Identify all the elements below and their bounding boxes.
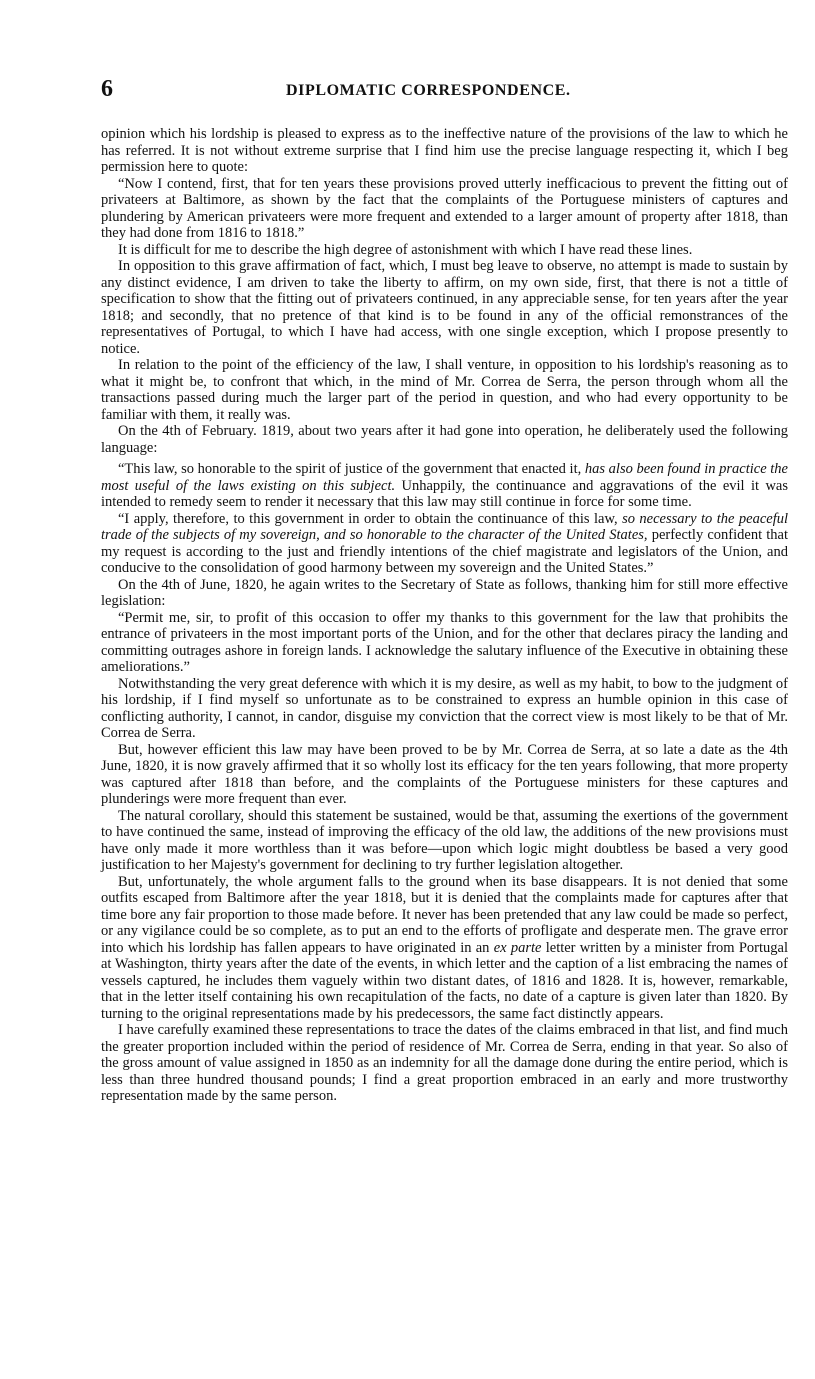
latin-term: ex parte (493, 939, 542, 956)
paragraph: Notwithstanding the very great deference with which it is my desire, as well as my habit, to bow to the judgment of his lordship, if I find myself so unfortunate as to be constrained to express an humble opinion in this case of conflicting authority, I cannot, in candor, disguise my conviction that the correct view is most likely to be that of Mr. Correa de Serra. (101, 675, 788, 741)
block-quote: “Permit me, sir, to profit of this occasion to offer my thanks to this government for the law that prohibits the entrance of privateers in the most important ports of the Union, and for the other that declares piracy the landing and committing outrages ashore in foreign lands. I acknowledge the salutary influence of the Executive in obtaining these ameliorations.” (101, 609, 788, 675)
paragraph: In relation to the point of the efficiency of the law, I shall venture, in opposition to his lordship's reasoning as to what it might be, to confront that which, in the mind of Mr. Correa de Serra, the person through whom all the transactions passed during much the larger part of the period in question, and who had every opportunity to be familiar with them, it really was. (101, 357, 788, 423)
block-quote: “Now I contend, first, that for ten years these provisions proved utterly inefficacious to prevent the fitting out of privateers at Baltimore, as shown by the fact that the complaints of the Portuguese ministers of captures and plundering by American privateers were more frequent and extended to a larger amount of property after 1818, than they had done from 1816 to 1818.” (101, 175, 788, 241)
quote-text: perfectly confident that my request is according to the just and friendly intentions of the chief magistrate and legislators of the Union, and conducive to the consolidation of good harmony between my sovereign and the United States.” (101, 527, 788, 576)
quote-text: Unhappily, the continuance and aggravations of the evil it was intended to remedy seem to render it necessary that this law may still continue in force for some time. (101, 477, 788, 510)
quote-emphasis: has also been found in practice the most useful of the laws existing on this subject. (101, 461, 788, 494)
block-quote (101, 511, 788, 577)
block-quote (101, 461, 788, 511)
paragraph-text: But, unfortunately, the whole argument falls to the ground when its base disappears. It is not denied that some outfits escaped from Baltimore after the year 1818, but it is denied that the complaints made for captures after that time bore any fair proportion to those made before. It never has been pretended that any law could be made so perfect, or any vigilance could be so complete, as to put an end to the efforts of profligate and desperate men. The grave error into which his lordship has fallen appears to have originated in an (101, 873, 788, 956)
quote-emphasis: so necessary to the peaceful trade of the subjects of my sovereign, and so honorable to the character of the United States, (101, 510, 789, 543)
paragraph: opinion which his lordship is pleased to express as to the ineffective nature of the provisions of the law to which he has referred. It is not without extreme surprise that I find him use the precise language respecting it, which I beg permission here to quote: (101, 126, 788, 175)
body-text (101, 126, 788, 1105)
paragraph-text: letter written by a minister from Portugal at Washington, thirty years after the date of the events, in which letter and the caption of a list embracing the names of vessels captured, he includes them vaguely within two distant dates, of 1816 and 1828. It is, however, remarkable, that in the letter itself containing his own recapitulation of the facts, no date of a capture is given later than 1820. By turning to the original representations made by his predecessors, the same fact distinctly appears. (101, 939, 788, 1022)
page-number: 6 (101, 76, 113, 102)
page-header (101, 76, 788, 116)
document-page (101, 76, 788, 1105)
paragraph (101, 874, 788, 1023)
paragraph: The natural corollary, should this statement be sustained, would be that, assuming the exertions of the government to have continued the same, instead of improving the efficacy of the old law, the additions of the new provisions must have only made it more worthless than it was before—upon which logic might doubtless be based a very good justification to her Majesty's government for declining to try further legislation altogether. (101, 807, 788, 873)
paragraph: On the 4th of February. 1819, about two years after it had gone into operation, he deliberately used the following language: (101, 423, 788, 456)
quote-text: “This law, so honorable to the spirit of justice of the government that enacted it, (118, 461, 585, 477)
paragraph: I have carefully examined these representations to trace the dates of the claims embraced in that list, and find much the greater proportion included within the period of residence of Mr. Correa de Serra, ending in that year. So also of the gross amount of value assigned in 1850 as an indemnity for all the damage done during the entire period, which is less than three hundred thousand pounds; I find a great proportion embraced in an early and more trustworthy representation made by the same person. (101, 1022, 788, 1104)
running-title: DIPLOMATIC CORRESPONDENCE. (286, 82, 571, 99)
paragraph: But, however efficient this law may have been proved to be by Mr. Correa de Serra, at so late a date as the 4th June, 1820, it is now gravely affirmed that it so wholly lost its efficacy for the ten years following, that more property was captured after 1818 than before, and the complaints of the Portuguese ministers for these captures and plunderings were more frequent than ever. (101, 741, 788, 807)
paragraph: On the 4th of June, 1820, he again writes to the Secretary of State as follows, thanking him for still more effective legislation: (101, 576, 788, 609)
quote-text: “I apply, therefore, to this government in order to obtain the continuance of this law, (118, 510, 623, 527)
paragraph: In opposition to this grave affirmation of fact, which, I must beg leave to observe, no attempt is made to sustain by any distinct evidence, I am driven to take the liberty to affirm, on my own side, first, that there is not a tittle of specification to show that the fitting out of privateers continued, in any appreciable sense, for ten years after the year 1818; and secondly, that no pretence of that kind is to be found in any of the official remonstrances of the representatives of Portugal, to which I have had access, with one single exception, which I propose presently to notice. (101, 258, 788, 357)
paragraph: It is difficult for me to describe the high degree of astonishment with which I have read these lines. (118, 241, 693, 258)
